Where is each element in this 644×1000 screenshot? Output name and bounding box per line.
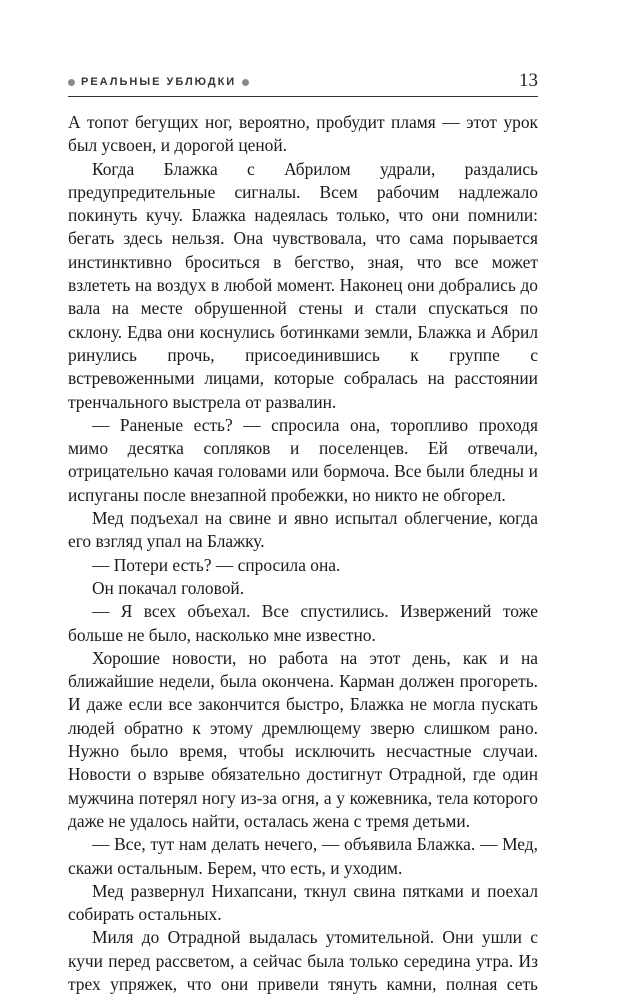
page-number: 13 — [519, 70, 538, 91]
running-head — [68, 76, 249, 88]
page-header — [68, 72, 538, 97]
paragraph: Миля до Отрадной выдалась утомительной. Они ушли с кучи перед рассветом, а сейчас была только середина утра. Из трех упряжек, что они привели тянуть камни, полная сеть — [68, 927, 538, 994]
paragraph: Когда Блажка с Абрилом удрали, раздались предупредительные сигналы. Всем рабочим надлежало покинуть кучу. Блажка надеялась только, что они помнили: бегать здесь нельзя. Она чувствовала, что сама порывается инстинктивно броситься в бегство, зная, что все может взлететь на воздух в любой момент. Наконец они добрались до вала на месте обрушенной стены и стали спускаться по склону. Едва они коснулись ботинками земли, Блажка и Абрил ринулись прочь, присоединившись к группе с встревоженными лицами, которые собралась на расстоянии тренчального выстрела от развалин. — [68, 158, 538, 412]
bullet-dot-icon — [68, 79, 75, 86]
paragraph: — Все, тут нам делать нечего, — объявила Блажка. — Мед, скажи остальным. Берем, что есть, и уходим. — [68, 834, 538, 878]
paragraph: Он покачал головой. — [92, 577, 245, 598]
paragraph: — Раненые есть? — спросила она, торопливо проходя мимо десятка сопляков и поселенцев. Ей отвечали, отрицательно качая головами или бормоча. Все были бледны и испуганы после внезапной пробежки, но никто не обгорел. — [68, 414, 538, 505]
running-title: РЕАЛЬНЫЕ УБЛЮДКИ — [81, 76, 237, 88]
body-text — [68, 111, 538, 996]
paragraph: Мед подъехал на свине и явно испытал облегчение, когда его взгляд упал на Блажку. — [68, 508, 538, 552]
paragraph: — Я всех объехал. Все спустились. Извержений тоже больше не было, насколько мне известно. — [68, 601, 538, 645]
bullet-dot-icon — [242, 79, 249, 86]
paragraph: — Потери есть? — спросила она. — [92, 554, 341, 575]
paragraph: А топот бегущих ног, вероятно, пробудит пламя — этот урок был усвоен, и дорогой ценой. — [68, 112, 538, 156]
paragraph: Мед развернул Нихапсани, ткнул свина пятками и поехал собирать остальных. — [68, 880, 538, 925]
paragraph: Хорошие новости, но работа на этот день, как и на ближайшие недели, была окончена. Карман должен прогореть. И даже если все закончится быстро, Блажка не могла пускать людей обратно к этому дремлющему зверю слишком рано. Нужно было время, чтобы исключить несчастные случаи. Новости о взрыве обязательно достигнут Отрадной, где один мужчина потерял ногу из-за огня, а у кожевника, тела которого даже не удалось найти, осталась жена с тремя детьми. — [68, 647, 538, 831]
